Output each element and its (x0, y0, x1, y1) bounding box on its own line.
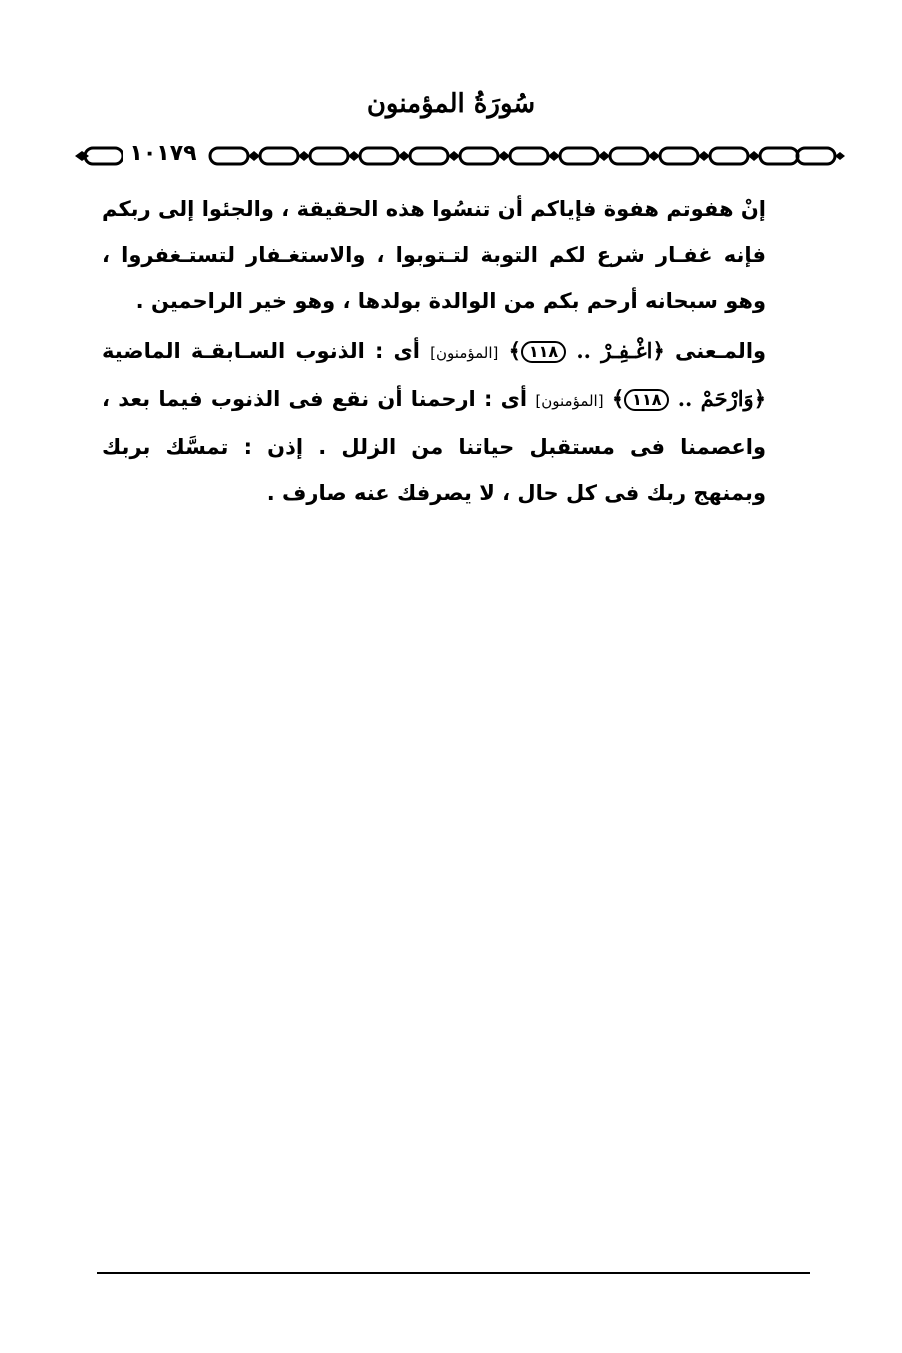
quran-bracket-open: ﴿ (652, 338, 665, 363)
surah-title: سُورَةُ المؤمنون (366, 89, 536, 119)
surah-reference: [المؤمنون] (535, 392, 604, 410)
verse-quote-1: اغْـفِـرْ .. (576, 338, 653, 363)
surah-reference: [المؤمنون] (430, 344, 499, 362)
ayah-number-badge: ١١٨ (624, 389, 669, 411)
paragraph-2-start: والمـعنى (675, 339, 767, 363)
quran-bracket-close: ﴾ (611, 386, 625, 411)
paragraph-2-middle: أى : الذنوب السـابقـة الماضية (102, 339, 420, 363)
page-number: ١٠١٧٩ (123, 140, 203, 168)
footer-rule (97, 1272, 810, 1274)
verse-quote-2: وَارْحَمْ .. (677, 386, 754, 411)
page-body (102, 186, 816, 516)
paragraph-1: إنْ هفوتم هفوة فإياكم أن تنسُوا هذه الحقيقة ، والجئوا إلى ربكم فإنه غفـار شرع لكم التوبة لتـتوبوا ، والاستغـفار لتستـغفروا ، وهو سبحانه أرحم بكم من الوالدة بولدها ، وهو خير الراحمين . (102, 197, 766, 313)
quran-bracket-close: ﴾ (508, 338, 521, 363)
ayah-number-badge: ١١٨ (521, 341, 566, 363)
quran-bracket-open: ﴿ (753, 386, 767, 411)
paragraph-2-end: أى : ارحمنا أن نقع فى الذنوب فيما بعد ، واعصمنا فى مستقبل حياتنا من الزلل . إذن : تمسَّك بربك وبمنهج ربك فى كل حال ، لا يصرفك عنه صارف . (102, 387, 766, 505)
paragraph-2 (102, 328, 816, 516)
